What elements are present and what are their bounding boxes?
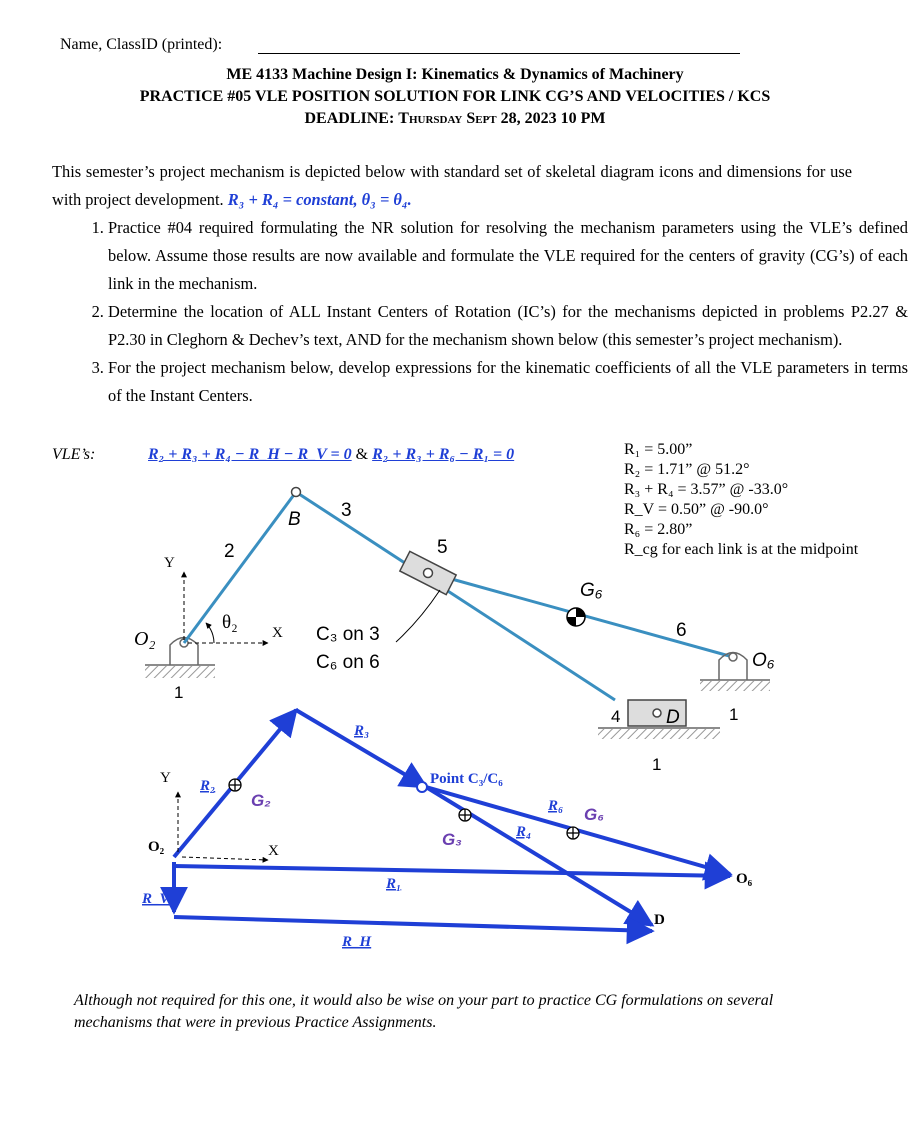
g3-cg-marker bbox=[459, 809, 471, 821]
label-g6: G₆ bbox=[580, 580, 603, 601]
vector-rh bbox=[174, 917, 652, 931]
g6-cg-symbol bbox=[567, 608, 585, 626]
vec-label-r6: R₆ bbox=[548, 798, 564, 814]
param-item: R_cg for each link is at the midpoint bbox=[624, 541, 859, 558]
label-theta2: θ₂ bbox=[222, 612, 238, 633]
vec-label-g6: G₆ bbox=[584, 805, 604, 824]
label-link6: 6 bbox=[676, 620, 687, 641]
vec-label-rh: R_H bbox=[342, 934, 372, 950]
vector-diagram bbox=[174, 710, 730, 931]
g6-cg-marker bbox=[567, 827, 579, 839]
vle-label: VLE’s: bbox=[52, 446, 96, 463]
param-item: R₃ + R₄ = 3.57” @ -33.0° bbox=[624, 481, 789, 498]
vec-label-g2: G₂ bbox=[251, 791, 271, 810]
task-item: 1. Practice #04 required formulating the NR solution for resolving the mechanism parameters using the VLE’s defined below. Assume those results are now available and formulate the VLE required for the centers of gravity (CG’s) of each link in the mechanism. bbox=[108, 214, 908, 298]
param-item: R_V = 0.50” @ -90.0° bbox=[624, 501, 769, 518]
vec-label-rv: R_V bbox=[142, 891, 170, 907]
ground-hatch-o6 bbox=[700, 681, 770, 691]
vector-r3 bbox=[296, 710, 426, 787]
vec-label-y: Y bbox=[160, 770, 171, 786]
theta2-arc bbox=[206, 623, 214, 643]
vec-label-o2: O₂ bbox=[148, 839, 165, 855]
vec-label-r2: R₂ bbox=[200, 778, 216, 794]
vec-label-o6: O₆ bbox=[736, 871, 753, 887]
ground-hatch-d bbox=[598, 729, 720, 739]
name-label: Name, ClassID (printed): bbox=[60, 36, 223, 53]
label-c6: C₆ on 6 bbox=[316, 652, 380, 673]
label-link3: 3 bbox=[341, 500, 352, 521]
deadline: DEADLINE: Thursday Sept 28, 2023 10 PM bbox=[304, 110, 606, 127]
c-leader bbox=[396, 590, 440, 642]
vle-equations: R₂ + R₃ + R₄ − R_H − R_V = 0 & R₂ + R₃ + R₆ − R₁ = 0 bbox=[148, 446, 515, 463]
label-link4: 4 bbox=[611, 707, 621, 726]
vector-r4 bbox=[426, 787, 652, 925]
label-ground-1a: 1 bbox=[174, 683, 184, 702]
vec-label-g3: G₃ bbox=[442, 830, 462, 849]
vec-label-d: D bbox=[654, 912, 665, 928]
pin-c bbox=[424, 569, 433, 578]
label-x: X bbox=[272, 625, 283, 641]
skeletal-diagram bbox=[134, 488, 775, 775]
pin-b bbox=[292, 488, 301, 497]
label-o2: O₂ bbox=[134, 628, 156, 650]
param-item: R₁ = 5.00” bbox=[624, 441, 693, 458]
practice-title: PRACTICE #05 VLE POSITION SOLUTION FOR LINK CG’S AND VELOCITIES / KCS bbox=[139, 88, 771, 105]
task-item: 2. Determine the location of ALL Instant Centers of Rotation (IC’s) for the mechanisms depicted in problems P2.27 & P2.30 in Cleghorn & Dechev’s text, AND for the mechanism shown below (this semester’s project mechanism). bbox=[108, 298, 908, 354]
vector-r1 bbox=[174, 866, 730, 876]
label-c3: C₃ on 3 bbox=[316, 624, 380, 645]
label-ground-1c: 1 bbox=[652, 755, 662, 774]
footer-note: Although not required for this one, it would also be wise on your part to practice CG formulations on several mechanisms that were in previous Practice Assignments. bbox=[74, 992, 774, 1031]
param-item: R₆ = 2.80” bbox=[624, 521, 693, 538]
pin-d bbox=[653, 709, 661, 717]
vle-eq1: R₂ + R₃ + R₄ − R_H − R_V = 0 bbox=[148, 446, 352, 463]
vle-eq2: R₂ + R₃ + R₆ − R₁ = 0 bbox=[372, 446, 515, 463]
intro-paragraph: This semester’s project mechanism is depicted below with standard set of skeletal diagram icons and dimensions for use with project development. R₃ + R₄ = constant, θ₃ = θ₄. bbox=[52, 162, 852, 209]
vec-label-r3: R₃ bbox=[354, 723, 370, 739]
g2-cg-marker bbox=[229, 779, 241, 791]
ground-hatch bbox=[145, 666, 215, 678]
link-2 bbox=[184, 492, 296, 643]
label-o6: O₆ bbox=[752, 650, 775, 671]
vec-label-r4: R₄ bbox=[516, 824, 532, 840]
pin-o6 bbox=[729, 653, 737, 661]
intro-constraint: R₃ + R₄ = constant, θ₃ = θ₄. bbox=[227, 190, 412, 209]
point-c-marker bbox=[417, 782, 427, 792]
label-ground-1b: 1 bbox=[729, 705, 739, 724]
label-link2: 2 bbox=[224, 541, 235, 562]
label-y: Y bbox=[164, 555, 175, 571]
vec-label-c: Point C₃/C₆ bbox=[430, 771, 503, 787]
param-item: R₂ = 1.71” @ 51.2° bbox=[624, 461, 750, 478]
label-d: D bbox=[666, 707, 680, 728]
vec-x-axis bbox=[182, 857, 268, 860]
task-item: 3. For the project mechanism below, develop expressions for the kinematic coefficients of all the VLE parameters in terms of the Instant Centers. bbox=[108, 354, 908, 410]
course-title: ME 4133 Machine Design I: Kinematics & Dynamics of Machinery bbox=[226, 66, 684, 83]
vec-label-r1: R₁ bbox=[386, 876, 402, 892]
label-link5: 5 bbox=[437, 537, 448, 558]
label-b: B bbox=[288, 509, 301, 530]
vec-label-x: X bbox=[268, 843, 279, 859]
